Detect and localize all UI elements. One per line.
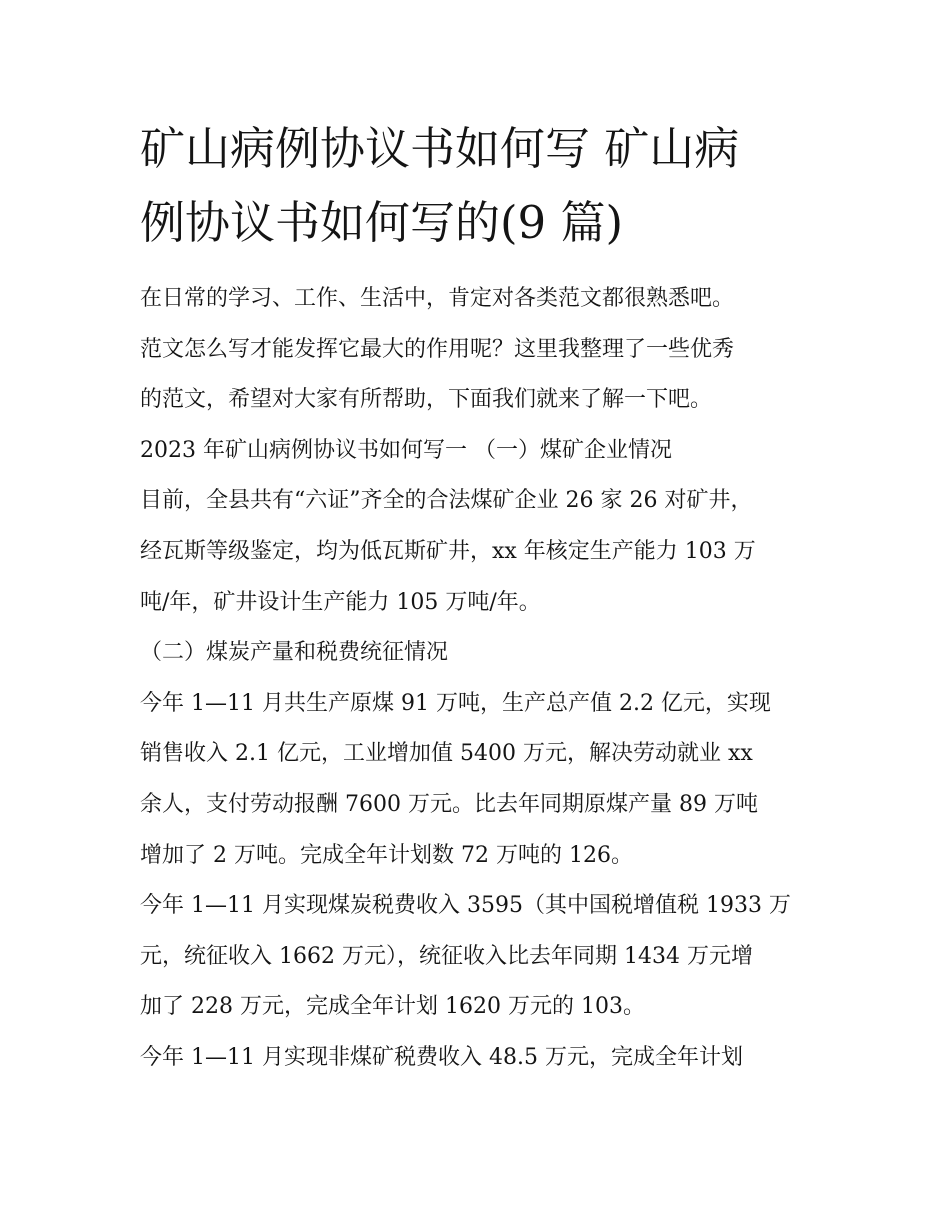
body-line: 吨/年，矿井设计生产能力 105 万吨/年。 bbox=[140, 589, 541, 615]
body-line: 增加了 2 万吨。完成全年计划数 72 万吨的 126。 bbox=[140, 842, 633, 868]
title-line-2: 例协议书如何写的(9 篇) bbox=[140, 196, 624, 249]
document-title bbox=[140, 112, 820, 260]
body-line: 余人，支付劳动报酬 7600 万元。比去年同期原煤产量 89 万吨 bbox=[140, 791, 758, 817]
section-heading: 2023 年矿山病例协议书如何写一 （一）煤矿企业情况 bbox=[140, 437, 672, 463]
document-body bbox=[140, 274, 810, 1084]
body-line: 今年 1—11 月共生产原煤 91 万吨，生产总产值 2.2 亿元，实现 bbox=[140, 690, 771, 716]
body-line: 在日常的学习、工作、生活中，肯定对各类范文都很熟悉吧。 bbox=[140, 286, 735, 311]
body-line: 加了 228 万元，完成全年计划 1620 万元的 103。 bbox=[140, 994, 645, 1020]
body-line: 今年 1—11 月实现非煤矿税费收入 48.5 万元，完成全年计划 bbox=[140, 1044, 743, 1070]
body-line: 销售收入 2.1 亿元，工业增加值 5400 万元，解决劳动就业 xx bbox=[140, 741, 753, 767]
body-line: 元，统征收入 1662 万元），统征收入比去年同期 1434 万元增 bbox=[140, 943, 753, 969]
body-line: 范文怎么写才能发挥它最大的作用呢？这里我整理了一些优秀 bbox=[140, 336, 735, 362]
body-line: 今年 1—11 月实现煤炭税费收入 3595（其中国税增值税 1933 万 bbox=[140, 893, 791, 919]
body-line: 经瓦斯等级鉴定，均为低瓦斯矿井，xx 年核定生产能力 103 万 bbox=[140, 538, 756, 564]
section-heading: （二）煤炭产量和税费统征情况 bbox=[140, 640, 449, 666]
body-line: 目前，全县共有“六证”齐全的合法煤矿企业 26 家 26 对矿井， bbox=[140, 488, 753, 514]
title-line-1: 矿山病例协议书如何写 矿山病 bbox=[140, 122, 740, 175]
body-line: 的范文，希望对大家有所帮助，下面我们就来了解一下吧。 bbox=[140, 387, 713, 413]
